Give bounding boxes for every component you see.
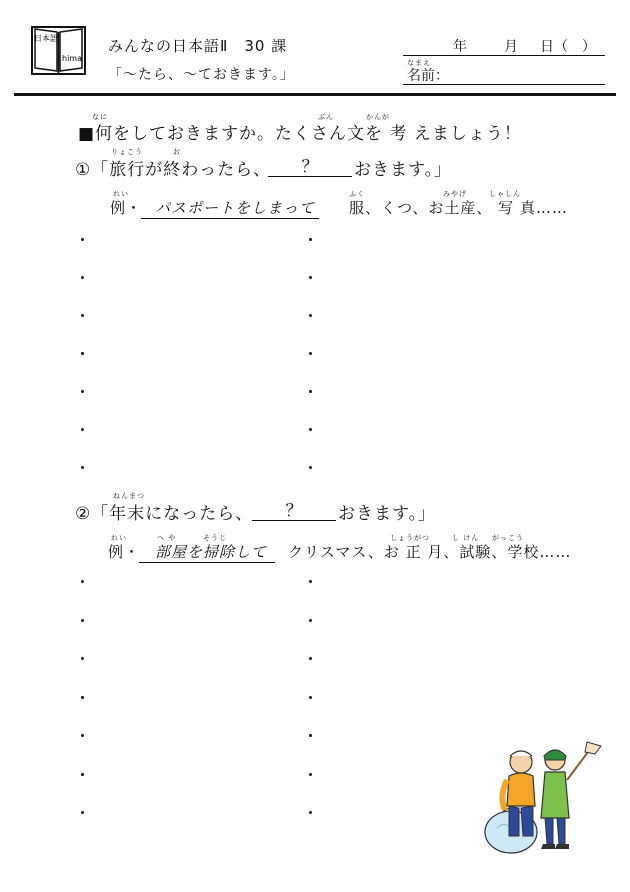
q2-answer-bullet [309,696,312,699]
q1-example-label: 例・ [110,199,143,217]
ruby-nani: なに [92,113,108,121]
q2-answer-bullet [81,580,84,583]
q2-ruby-gakkou: がっこう [492,534,524,542]
q1-question-mark: ？ [301,157,319,177]
q2-prefix: ②「年末になったら、 [75,504,254,524]
q2-ruby-nenmatsu: ねんまつ [113,492,145,500]
name-underline[interactable] [403,84,605,85]
q2-answer-bullet [309,811,312,814]
q1-ruby-miyage: みやげ [443,190,467,198]
q2-answer-bullet [81,696,84,699]
date-underline [403,55,605,56]
q2-question-mark: ？ [285,501,303,521]
q2-answer-bullet [309,657,312,660]
q1-answer-bullet [81,352,84,355]
q1-answer-bullet [81,314,84,317]
cleaning-people-icon [483,740,603,855]
q1-suffix: おきます。」 [354,160,453,180]
q2-answer-bullet [81,657,84,660]
logo-bottom-text: hima [62,54,82,63]
q2-answer-bullet [81,811,84,814]
ruby-kanga: かんが [366,113,390,121]
q2-suffix: おきます。」 [338,504,437,524]
instruction-text: ■何をしておきますか。たくさん文を 考 えましょう！ [78,124,522,144]
q2-answer-bullet [309,773,312,776]
q1-ruby-fuku: ふく [349,190,365,198]
q1-hints: 服、くつ、お土産、 写 真…… [349,199,568,217]
q2-answer-bullet [81,734,84,737]
q1-answer-bullet [309,390,312,393]
q2-example-ruby-heya: へ や [157,534,177,542]
worksheet-subtitle: 「～たら、～ておきます。」 [108,67,295,83]
name-label: 名前： [407,68,449,84]
header-separator [14,93,616,96]
q1-example-ruby-rei: れい [113,190,129,198]
q1-answer-bullet [81,238,84,241]
logo-top-text: 日本語 [34,34,58,43]
q1-answer-bullet [309,352,312,355]
q2-answer-bullet [309,734,312,737]
date-year-label: 年 [453,39,467,55]
q1-example-answer: パスポートをしまって [141,197,319,219]
q1-ruby-o: お [173,148,181,156]
q2-example-answer: 部屋を掃除して [139,541,275,563]
q2-answer-bullet [309,580,312,583]
q1-answer-bullet [309,314,312,317]
q2-example-ruby-souji: そうじ [203,534,227,542]
q2-answer-bullet [81,619,84,622]
q1-answer-bullet [81,390,84,393]
q1-answer-bullet [309,276,312,279]
q1-answer-bullet [309,466,312,469]
q2-example-ruby-rei: れい [111,534,127,542]
q1-answer-bullet [309,428,312,431]
q2-answer-bullet [309,619,312,622]
q1-blank[interactable] [268,152,352,177]
q2-ruby-shiken: し けん [452,534,480,542]
q1-answer-bullet [81,466,84,469]
worksheet-title: みんなの日本語Ⅱ 30 課 [108,37,288,55]
name-ruby: なまえ [407,59,431,67]
q1-answer-bullet [81,428,84,431]
q1-ruby-shashin: しゃしん [489,190,521,198]
q2-hints: クリスマス、お 正 月、試験、学校…… [288,543,572,561]
q2-blank[interactable] [252,496,336,521]
q1-ruby-ryokou: りょこう [111,148,143,156]
q1-prefix: ①「旅行が終わったら、 [75,160,272,180]
date-month-label: 月 [504,39,518,55]
book-logo-icon [31,23,86,76]
q1-answer-bullet [81,276,84,279]
q2-answer-bullet [81,773,84,776]
q2-example-label: 例・ [108,543,141,561]
date-day-label: 日（ ） [540,39,596,55]
q1-answer-bullet [309,238,312,241]
q2-ruby-shougatsu: しょうがつ [390,534,430,542]
ruby-bun: ぶん [318,113,334,121]
